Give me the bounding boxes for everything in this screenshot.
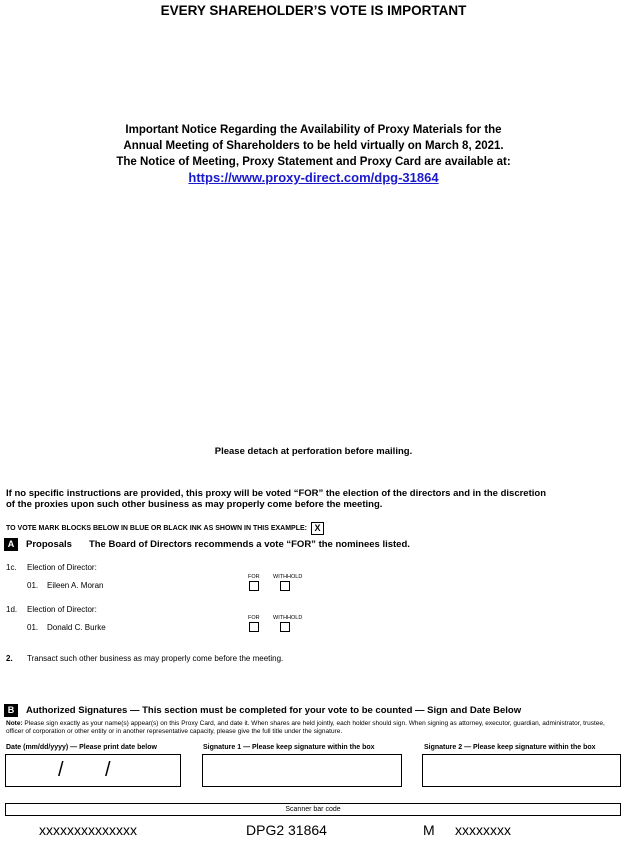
proposal-1c-number: 1c.: [6, 563, 17, 572]
signature-1-box[interactable]: [202, 754, 402, 787]
page-title: EVERY SHAREHOLDER’S VOTE IS IMPORTANT: [160, 3, 467, 18]
proposal-2-text: Transact such other business as may properly come before the meeting.: [27, 654, 284, 663]
example-mark-box: X: [311, 522, 324, 535]
signature-2-label: Signature 2 — Please keep signature within the box: [424, 744, 596, 751]
proposal-1d-for-label: FOR: [248, 615, 260, 621]
section-a-label: Proposals: [26, 539, 72, 550]
note-label: Note:: [6, 720, 23, 727]
date-input-box[interactable]: [5, 754, 181, 787]
proposal-1c-nominee-number: 01.: [27, 581, 39, 590]
board-recommendation: The Board of Directors recommends a vote “FOR” the nominees listed.: [88, 539, 410, 550]
instructions-line-2: of the proxies upon such other business as may properly come before the meeting.: [6, 499, 383, 510]
section-b-label: Authorized Signatures — This section must be completed for your vote to be counted — Sign and Date Below: [26, 705, 522, 716]
proposal-1c-for-checkbox[interactable]: [249, 581, 259, 591]
control-code-right: xxxxxxxx: [455, 822, 511, 838]
proposal-1d-number: 1d.: [6, 605, 18, 614]
proposal-2-number: 2.: [6, 654, 13, 663]
proposal-1d-title: Election of Director:: [27, 605, 97, 614]
voting-instructions: [6, 488, 606, 510]
section-b-header: [4, 704, 521, 717]
proposal-1c-withhold-label: WITHHOLD: [273, 574, 303, 580]
note-text: Please sign exactly as your name(s) appear(s) on this Proxy Card, and date it. When shares are held jointly, each holder should sign. When signing as attorney, executor, guardian, administrator, trustee, officer of corporation or other entity or in another representative capacity, please give the full title under the signature.: [6, 720, 605, 735]
notice-line-1: Important Notice Regarding the Availability of Proxy Materials for the: [125, 124, 502, 136]
proxy-notice: [0, 122, 627, 187]
proposal-1d-withhold-label: WITHHOLD: [273, 615, 303, 621]
code-m: M: [423, 822, 435, 838]
section-a-header: [4, 538, 410, 551]
mark-example: [6, 522, 324, 535]
detach-notice: Please detach at perforation before mailing.: [214, 446, 413, 457]
date-slash-1: /: [58, 759, 64, 781]
mark-example-text: TO VOTE MARK BLOCKS BELOW IN BLUE OR BLACK INK AS SHOWN IN THIS EXAMPLE:: [6, 525, 307, 532]
proposal-1d-nominee-number: 01.: [27, 623, 39, 632]
proposal-1d-for-checkbox[interactable]: [249, 622, 259, 632]
proposal-1d-nominee: Donald C. Burke: [47, 623, 106, 632]
date-slash-2: /: [105, 759, 111, 781]
signature-note: [6, 720, 612, 735]
notice-line-2: Annual Meeting of Shareholders to be held virtually on March 8, 2021.: [123, 140, 504, 152]
proxy-materials-link[interactable]: https://www.proxy-direct.com/dpg-31864: [188, 170, 439, 185]
signature-2-box[interactable]: [422, 754, 621, 787]
proposal-1c-nominee: Eileen A. Moran: [47, 581, 104, 590]
date-field-label: Date (mm/dd/yyyy) — Please print date below: [6, 744, 157, 751]
section-b-badge: B: [4, 704, 18, 717]
notice-line-3: The Notice of Meeting, Proxy Statement and Proxy Card are available at:: [116, 156, 511, 168]
scanner-bar-code: Scanner bar code: [5, 803, 621, 816]
job-code: DPG2 31864: [246, 822, 327, 838]
section-a-badge: A: [4, 538, 18, 551]
proposal-1c-withhold-checkbox[interactable]: [280, 581, 290, 591]
proposal-1c-title: Election of Director:: [27, 563, 97, 572]
instructions-line-1: If no specific instructions are provided, this proxy will be voted “FOR” the election of the directors and in the discretion: [6, 488, 547, 499]
signature-1-label: Signature 1 — Please keep signature within the box: [203, 744, 375, 751]
proposal-1c-for-label: FOR: [248, 574, 260, 580]
proposal-1d-withhold-checkbox[interactable]: [280, 622, 290, 632]
control-code-left: xxxxxxxxxxxxxx: [39, 822, 137, 838]
